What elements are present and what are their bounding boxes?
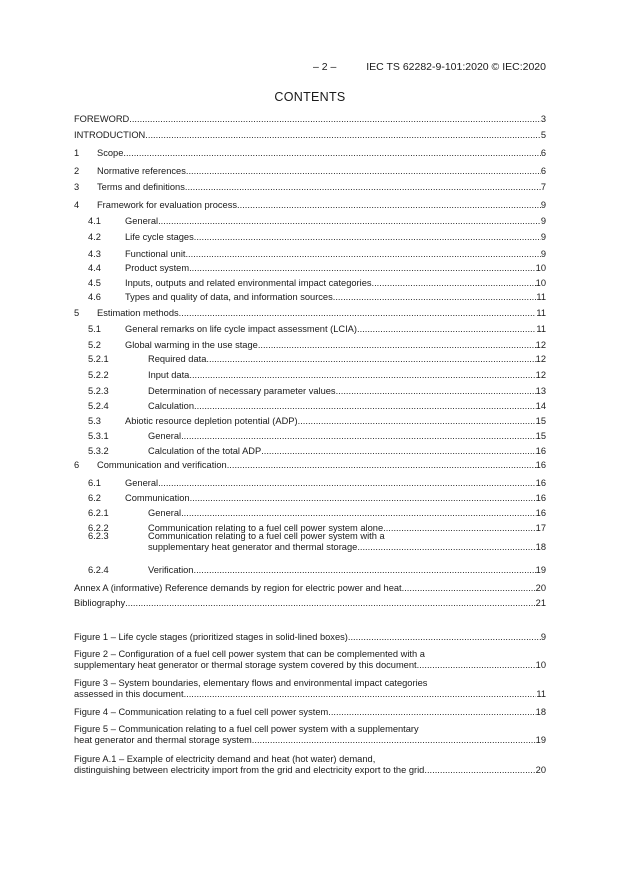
figure-entry-title-continued: assessed in this document (74, 689, 184, 699)
toc-entry-page: 18 (535, 542, 546, 552)
leader-dots (357, 324, 536, 335)
toc-entry-number: 6.2.3 (88, 531, 109, 541)
toc-entry-title: Communication relating to a fuel cell power system with a (148, 531, 385, 541)
toc-entry[interactable] (74, 263, 546, 274)
toc-entry-title: Communication relating to a fuel cell power system alone (148, 523, 384, 533)
toc-entry-page: 21 (535, 598, 546, 608)
leader-dots (185, 249, 540, 260)
toc-entry[interactable] (74, 148, 546, 159)
toc-entry[interactable] (74, 493, 546, 504)
leader-dots (348, 632, 541, 643)
toc-entry[interactable] (74, 370, 546, 381)
toc-entry-title: Inputs, outputs and related environmental impact categories (125, 278, 372, 288)
figure-entry-title: Figure 2 – Configuration of a fuel cell power system that can be complemented with a (74, 649, 425, 659)
toc-entry-title: General (148, 508, 182, 518)
toc-entry-number: 4.3 (88, 249, 101, 259)
toc-entry-title: Communication (125, 493, 190, 503)
toc-entry-page: 5 (540, 130, 546, 140)
toc-entry-page: 16 (535, 478, 546, 488)
toc-entry-page: 6 (540, 166, 546, 176)
toc-entry-title: General (125, 478, 159, 488)
figure-entry-title: Figure A.1 – Example of electricity demand and heat (hot water) demand, (74, 754, 376, 764)
toc-entry-number: 1 (74, 148, 80, 158)
toc-entry-title: Abiotic resource depletion potential (ADP) (125, 416, 298, 426)
figure-entry-title-continued: heat generator and thermal storage system (74, 735, 252, 745)
leader-dots (189, 263, 536, 274)
leader-dots (298, 416, 536, 427)
toc-entry-title: General (125, 216, 159, 226)
toc-entry-number: 5.2.1 (88, 354, 109, 364)
toc-entry-number: 4.4 (88, 263, 101, 273)
figure-entry-page: 9 (540, 632, 546, 642)
toc-entry[interactable] (74, 216, 546, 227)
toc-entry-page: 3 (540, 114, 546, 124)
toc-entry-page: 12 (535, 354, 546, 364)
toc-entry-number: 4 (74, 200, 80, 210)
leader-dots (158, 216, 541, 227)
toc-entry-number: 4.1 (88, 216, 101, 226)
toc-entry-page: 12 (535, 370, 546, 380)
figure-entry[interactable] (74, 678, 546, 700)
toc-entry-title: Normative references (97, 166, 186, 176)
toc-entry-page: 9 (540, 216, 546, 226)
toc-entry-title: Determination of necessary parameter values (148, 386, 336, 396)
toc-entry[interactable] (74, 354, 546, 365)
leader-dots (258, 340, 536, 351)
leader-dots (129, 114, 541, 125)
leader-dots (417, 660, 536, 671)
toc-entry-title: Calculation of the total ADP (148, 446, 262, 456)
toc-entry[interactable] (74, 232, 546, 243)
contents-title: CONTENTS (274, 90, 346, 104)
toc-entry-number: 4.6 (88, 292, 101, 302)
figure-entry-title: Figure 3 – System boundaries, elementary flows and environmental impact categories (74, 678, 428, 688)
leader-dots (145, 130, 541, 141)
toc-entry[interactable] (74, 278, 546, 289)
leader-dots (252, 735, 536, 746)
toc-entry-number: 6.2.2 (88, 523, 109, 533)
toc-entry-title: Product system (125, 263, 190, 273)
figure-entry-title: Figure 5 – Communication relating to a fuel cell power system with a supplementary (74, 724, 419, 734)
leader-dots (402, 583, 536, 594)
toc-entry-page: 16 (535, 460, 546, 470)
toc-entry-number: 5.3.2 (88, 446, 109, 456)
leader-dots (193, 565, 535, 576)
toc-entry-page: 17 (535, 523, 546, 533)
toc-entry-number: 5.2.4 (88, 401, 109, 411)
toc-entry-page: 12 (535, 340, 546, 350)
toc-entry-title: Scope (97, 148, 124, 158)
toc-entry-title: FOREWORD (74, 114, 130, 124)
toc-entry-number: 5.1 (88, 324, 101, 334)
toc-entry[interactable] (74, 292, 546, 303)
leader-dots (189, 370, 535, 381)
leader-dots (357, 542, 535, 553)
toc-entry-page: 16 (535, 493, 546, 503)
toc-entry[interactable] (74, 166, 546, 177)
toc-entry[interactable] (74, 583, 546, 594)
toc-entry-title: Global warming in the use stage (125, 340, 258, 350)
toc-entry-page: 10 (535, 263, 546, 273)
toc-entry-title-continued: supplementary heat generator and thermal storage (148, 542, 358, 552)
leader-dots (186, 166, 541, 177)
toc-entry-number: 6.1 (88, 478, 101, 488)
toc-entry-number: 5.2.3 (88, 386, 109, 396)
toc-entry[interactable] (74, 431, 546, 442)
toc-entry[interactable] (74, 308, 546, 319)
toc-entry-page: 19 (535, 565, 546, 575)
toc-entry-title: General remarks on life cycle impact assessment (LCIA) (125, 324, 357, 334)
toc-entry-number: 5.3 (88, 416, 101, 426)
toc-entry-title: Communication and verification (97, 460, 227, 470)
toc-entry[interactable] (74, 386, 546, 397)
toc-entry-page: 10 (535, 278, 546, 288)
leader-dots (424, 765, 535, 776)
leader-dots (123, 148, 540, 159)
toc-entry-title: Estimation methods (97, 308, 179, 318)
toc-entry-title: Required data (148, 354, 207, 364)
toc-entry[interactable] (74, 324, 546, 335)
leader-dots (261, 446, 535, 457)
toc-entry-title: Terms and definitions (97, 182, 185, 192)
toc-entry-number: 4.2 (88, 232, 101, 242)
figure-entry-title: Figure 1 – Life cycle stages (prioritized stages in solid-lined boxes) (74, 632, 348, 642)
toc-entry[interactable] (74, 565, 546, 576)
toc-entry[interactable] (74, 508, 546, 519)
toc-entry-number: 5 (74, 308, 80, 318)
toc-entry[interactable] (74, 416, 546, 427)
leader-dots (194, 401, 536, 412)
leader-dots (179, 308, 537, 319)
toc-entry-page: 11 (536, 292, 546, 302)
toc-entry-title: Calculation (148, 401, 194, 411)
leader-dots (237, 200, 541, 211)
toc-entry-page: 11 (536, 324, 546, 334)
leader-dots (158, 478, 536, 489)
leader-dots (328, 707, 535, 718)
toc-entry-page: 11 (536, 308, 546, 318)
leader-dots (125, 598, 535, 609)
leader-dots (206, 354, 535, 365)
toc-entry-number: 5.3.1 (88, 431, 109, 441)
toc-entry[interactable] (74, 460, 546, 471)
toc-entry[interactable] (74, 531, 546, 553)
toc-entry-page: 13 (535, 386, 546, 396)
toc-entry-title: Annex A (informative) Reference demands by region for electric power and heat (74, 583, 402, 593)
toc-entry-page: 14 (535, 401, 546, 411)
figure-entry[interactable] (74, 707, 546, 718)
toc-entry-page: 6 (540, 148, 546, 158)
toc-entry-page: 15 (535, 416, 546, 426)
toc-entry-page: 15 (535, 431, 546, 441)
toc-entry-page: 16 (535, 508, 546, 518)
leader-dots (181, 431, 536, 442)
toc-entry-number: 2 (74, 166, 80, 176)
figure-entry-title: Figure 4 – Communication relating to a fuel cell power system (74, 707, 329, 717)
toc-entry-title: Functional unit (125, 249, 186, 259)
figure-entry[interactable] (74, 632, 546, 643)
toc-entry[interactable] (74, 130, 546, 141)
toc-entry-page: 7 (540, 182, 546, 192)
toc-entry-number: 4.5 (88, 278, 101, 288)
toc-entry-title: Input data (148, 370, 190, 380)
toc-entry[interactable] (74, 114, 546, 125)
toc-entry[interactable] (74, 478, 546, 489)
toc-entry-number: 6.2.4 (88, 565, 109, 575)
leader-dots (185, 182, 541, 193)
toc-entry-title: Framework for evaluation process (97, 200, 238, 210)
toc-entry-number: 6.2.1 (88, 508, 109, 518)
toc-entry-page: 16 (535, 446, 546, 456)
leader-dots (190, 493, 536, 504)
toc-entry-page: 9 (540, 249, 546, 259)
figure-entry-page: 11 (536, 689, 546, 699)
page-number-label: – 2 – (313, 61, 337, 73)
toc-entry-title: Bibliography (74, 598, 126, 608)
toc-entry[interactable] (74, 182, 546, 193)
toc-entry[interactable] (74, 446, 546, 457)
leader-dots (194, 232, 541, 243)
toc-entry[interactable] (74, 249, 546, 260)
figure-entry[interactable] (74, 724, 546, 746)
figure-entry-title-continued: distinguishing between electricity import from the grid and electricity export to the grid (74, 765, 425, 775)
toc-entry-title: Verification (148, 565, 194, 575)
figure-entry-page: 18 (535, 707, 546, 717)
leader-dots (333, 292, 537, 303)
running-header (0, 61, 546, 73)
figure-entry-page: 19 (535, 735, 546, 745)
toc-entry-page: 9 (540, 232, 546, 242)
toc-entry-title: INTRODUCTION (74, 130, 146, 140)
toc-entry-page: 9 (540, 200, 546, 210)
leader-dots (372, 278, 536, 289)
toc-entry-number: 5.2 (88, 340, 101, 350)
figure-entry[interactable] (74, 649, 546, 671)
toc-entry[interactable] (74, 598, 546, 609)
toc-entry[interactable] (74, 340, 546, 351)
leader-dots (181, 508, 536, 519)
figure-entry[interactable] (74, 754, 546, 776)
toc-entry[interactable] (74, 401, 546, 412)
figure-entry-title-continued: supplementary heat generator or thermal storage system covered by this document (74, 660, 417, 670)
toc-entry-page: 20 (535, 583, 546, 593)
toc-entry-title: Types and quality of data, and information sources (125, 292, 333, 302)
leader-dots (336, 386, 536, 397)
figure-entry-page: 20 (535, 765, 546, 775)
document-reference: IEC TS 62282-9-101:2020 © IEC:2020 (366, 61, 546, 73)
toc-entry-number: 3 (74, 182, 80, 192)
toc-entry-number: 5.2.2 (88, 370, 109, 380)
leader-dots (184, 689, 537, 700)
toc-entry-title: Life cycle stages (125, 232, 194, 242)
toc-entry-number: 6 (74, 460, 80, 470)
leader-dots (227, 460, 536, 471)
toc-entry-number: 6.2 (88, 493, 101, 503)
toc-entry-title: General (148, 431, 182, 441)
figure-entry-page: 10 (535, 660, 546, 670)
toc-entry[interactable] (74, 200, 546, 211)
